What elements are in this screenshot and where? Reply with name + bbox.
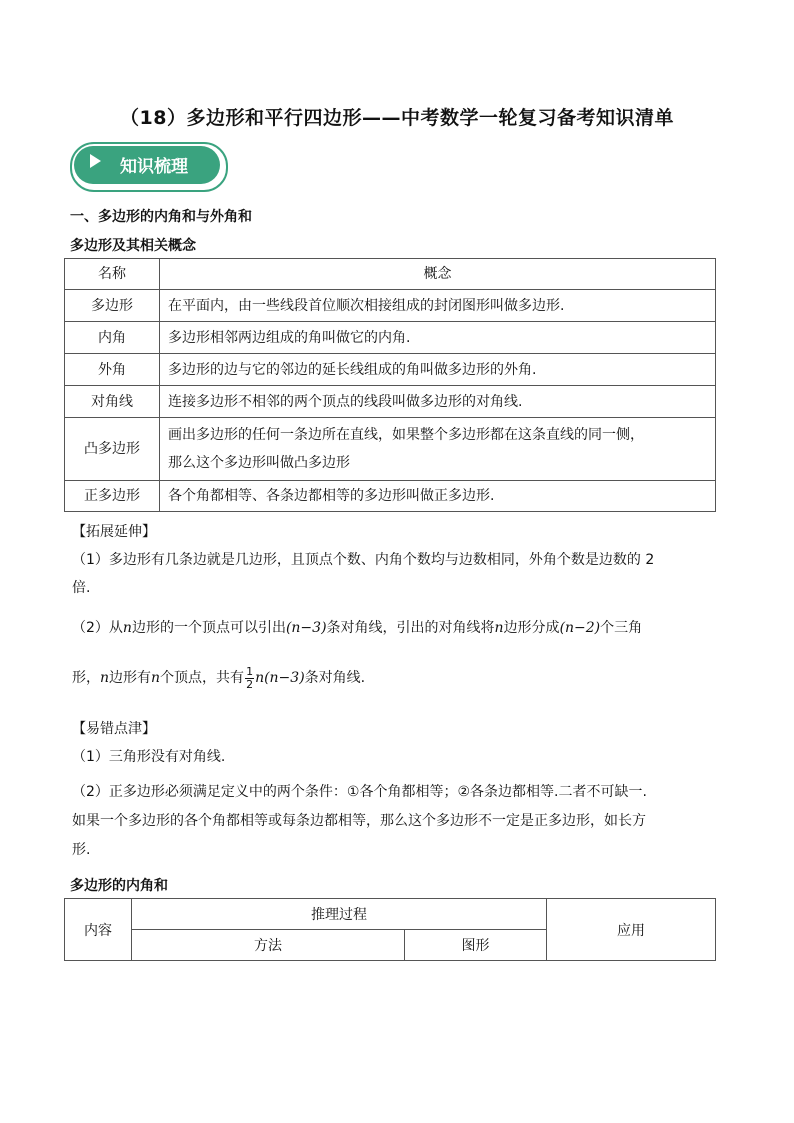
math-var: n [100, 670, 110, 686]
term-concept: 多边形的边与它的邻边的延长线组成的角叫做多边形的外角. [160, 354, 716, 386]
fraction [245, 666, 254, 691]
table-row [65, 418, 716, 481]
error-point-1: （1）三角形没有对角线. [72, 749, 226, 765]
text-run: 形， [72, 670, 100, 686]
term-concept: 连接多边形不相邻的两个顶点的线段叫做多边形的对角线. [160, 386, 716, 418]
process-header: 推理过程 [132, 899, 547, 930]
interior-angle-table [64, 898, 716, 961]
header-concept: 概念 [160, 259, 716, 290]
content-header: 内容 [65, 899, 132, 961]
term-name: 凸多边形 [65, 418, 160, 481]
text-run: 边形分成 [503, 620, 560, 636]
math-expr: (n−3) [285, 620, 327, 636]
text-line: 如果一个多边形的各个角都相等或每条边都相等，那么这个多边形不一定是正多边形，如长方 [72, 813, 646, 829]
text-run: 边形的一个顶点可以引出 [131, 620, 286, 636]
section-heading: 一、多边形的内角和与外角和 [70, 209, 252, 225]
math-var: n [122, 620, 132, 636]
fraction-numerator: 1 [246, 664, 254, 678]
fraction-denominator: 2 [246, 677, 254, 691]
term-concept [160, 418, 716, 481]
text-run: 条对角线，引出的对角线将 [326, 620, 495, 636]
math-var: n [151, 670, 161, 686]
header-name: 名称 [65, 259, 160, 290]
table-row [65, 386, 716, 418]
page-title: （18）多边形和平行四边形——中考数学一轮复习备考知识清单 [120, 107, 674, 129]
term-name: 正多边形 [65, 481, 160, 512]
text-run: 边形有 [109, 670, 152, 686]
subsection-heading: 多边形及其相关概念 [70, 238, 196, 254]
term-name: 对角线 [65, 386, 160, 418]
extension-point-2-line-1 [72, 617, 642, 639]
term-name: 外角 [65, 354, 160, 386]
math-expr: n(n−3) [255, 670, 305, 686]
text-line: （1）多边形有几条边就是几边形，且顶点个数、内角个数均与边数相同，外角个数是边数的 2 [72, 552, 655, 568]
text-run: （2）从 [72, 620, 123, 636]
term-concept: 在平面内，由一些线段首位顺次相接组成的封闭图形叫做多边形. [160, 290, 716, 322]
text-run: 个顶点，共有 [160, 670, 245, 686]
figure-header: 图形 [405, 930, 547, 961]
badge-label: 知识梳理 [120, 157, 188, 177]
error-point-2 [72, 778, 647, 865]
term-concept: 多边形相邻两边组成的角叫做它的内角. [160, 322, 716, 354]
text-run: 个三角 [600, 620, 643, 636]
term-name: 内角 [65, 322, 160, 354]
extension-point-2-line-2 [72, 660, 365, 696]
subsection-heading: 多边形的内角和 [70, 878, 168, 894]
application-header: 应用 [547, 899, 716, 961]
errors-heading: 【易错点津】 [72, 721, 156, 737]
concept-line: 那么这个多边形叫做凸多边形 [168, 455, 350, 471]
math-expr: (n−2) [559, 620, 601, 636]
text-run: 条对角线. [304, 670, 366, 686]
table-row [65, 354, 716, 386]
concepts-table [64, 258, 716, 512]
table-header-row [65, 259, 716, 290]
extension-heading: 【拓展延伸】 [72, 524, 156, 540]
table-row [65, 322, 716, 354]
term-name: 多边形 [65, 290, 160, 322]
math-var: n [494, 620, 504, 636]
concept-line: 画出多边形的任何一条边所在直线，如果整个多边形都在这条直线的同一侧， [168, 427, 644, 443]
extension-point-1 [72, 549, 654, 599]
text-line: （2）正多边形必须满足定义中的两个条件：①各个角都相等；②各条边都相等.二者不可缺一. [72, 784, 647, 800]
method-header: 方法 [132, 930, 405, 961]
text-line: 形. [72, 842, 91, 858]
section-badge [70, 142, 226, 190]
text-line: 倍. [72, 580, 91, 596]
play-icon [90, 154, 101, 168]
term-concept: 各个角都相等、各条边都相等的多边形叫做正多边形. [160, 481, 716, 512]
table-row [65, 481, 716, 512]
table-row [65, 290, 716, 322]
table-header-row [65, 899, 716, 930]
